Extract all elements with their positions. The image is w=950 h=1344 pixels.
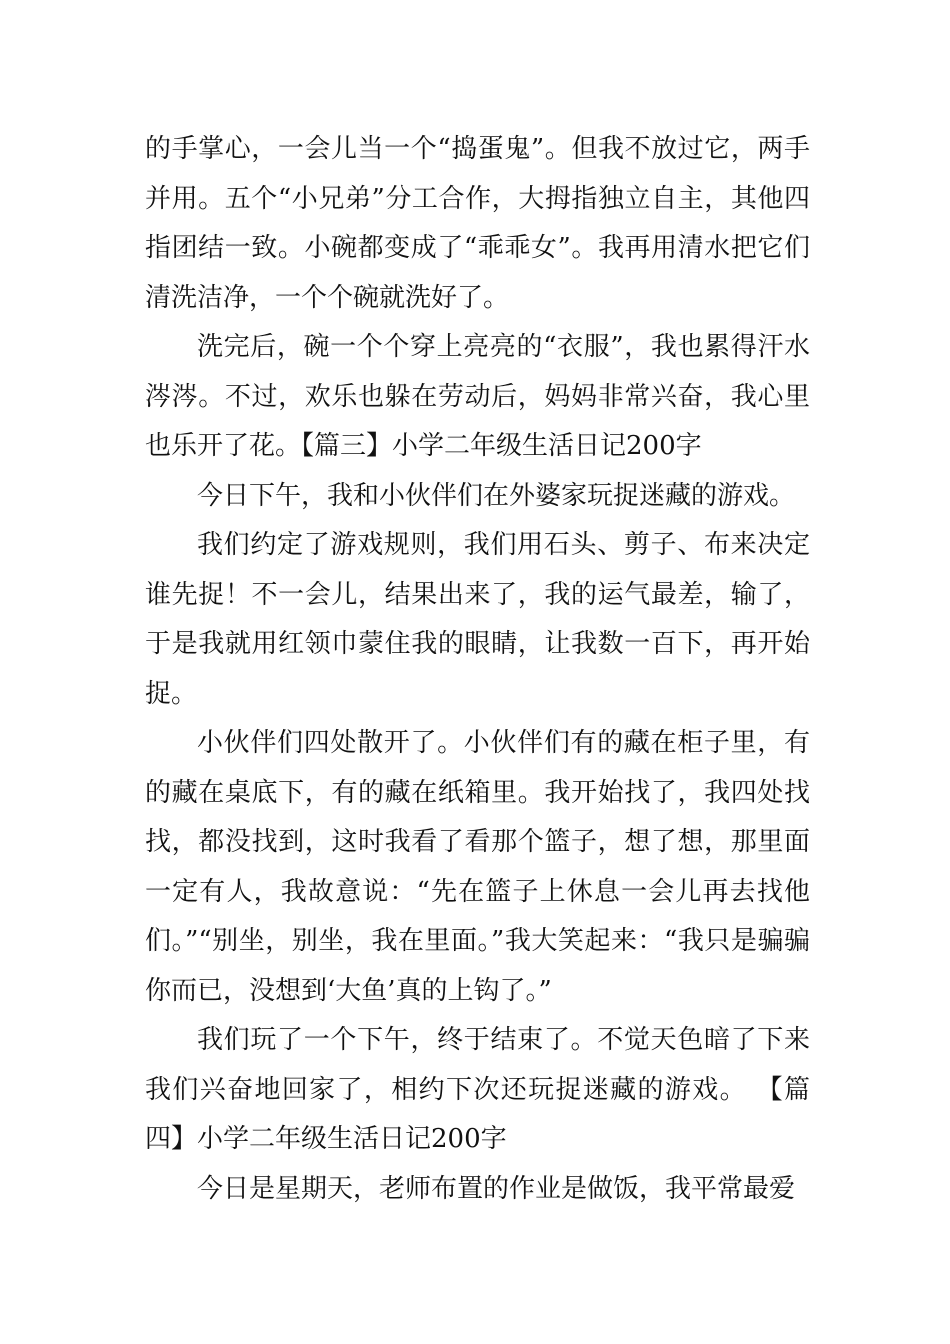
paragraph: 洗完后，碗一个个穿上亮亮的“衣服”，我也累得汗水涔涔。不过，欢乐也躲在劳动后，妈妈非常兴奋，我心里也乐开了花。【篇三】小学二年级生活日记200字 [145,332,810,461]
paragraph-continuation: 的手掌心，一会儿当一个“捣蛋鬼”。但我不放过它，两手并用。五个“小兄弟”分工合作，大拇指独立自主，其他四指团结一致。小碗都变成了“乖乖女”。我再用清水把它们清洗洁净，一个个碗就洗好了。 [145,134,810,313]
paragraph: 小伙伴们四处散开了。小伙伴们有的藏在柜子里，有的藏在桌底下，有的藏在纸箱里。我开始找了，我四处找找，都没找到，这时我看了看那个篮子，想了想，那里面一定有人，我故意说：“先在篮子上休息一会儿再去找他们。”“别坐，别坐，我在里面。”我大笑起来：“我只是骗骗你而已，没想到‘大鱼’真的上钩了。” [145,728,810,1006]
paragraph: 今日是星期天，老师布置的作业是做饭，我平常最爱 [197,1173,796,1204]
paragraph: 我们约定了游戏规则，我们用石头、剪子、布来决定谁先捉！不一会儿，结果出来了，我的运气最差，输了，于是我就用红领巾蒙住我的眼睛，让我数一百下，再开始捉。 [145,530,810,709]
paragraph: 我们玩了一个下午，终于结束了。不觉天色暗了下来我们兴奋地回家了，相约下次还玩捉迷藏的游戏。 【篇四】小学二年级生活日记200字 [145,1025,810,1154]
document-body [145,125,810,1214]
paragraph: 今日下午，我和小伙伴们在外婆家玩捉迷藏的游戏。 [197,480,796,511]
